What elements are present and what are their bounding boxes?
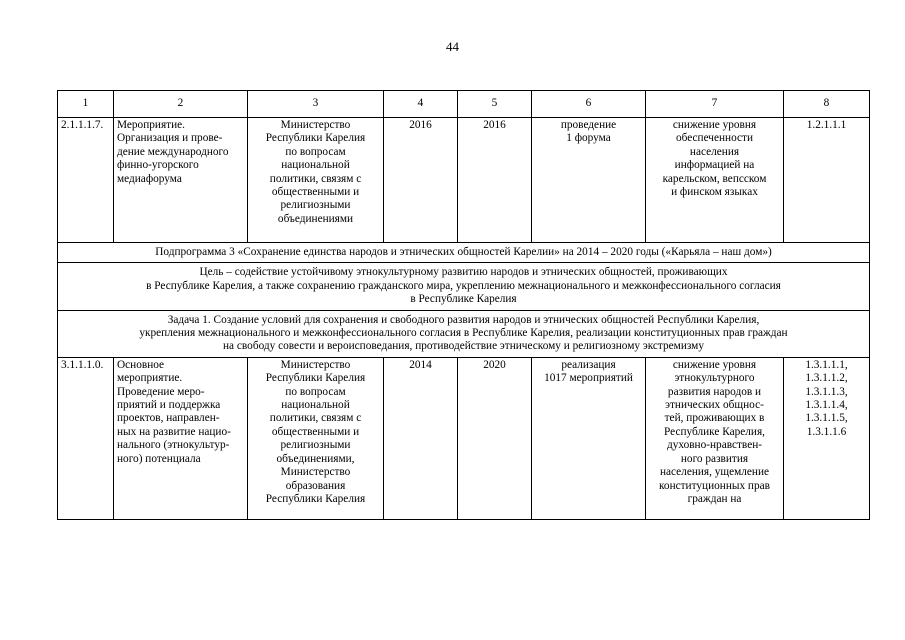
column-number: 8	[784, 91, 870, 118]
text-line: снижение уровня	[672, 358, 757, 371]
text-line: населения, ущемление	[659, 466, 770, 479]
text-line: образования	[285, 479, 346, 492]
text-line: приятий и поддержка	[117, 399, 221, 412]
subprogram-row	[58, 243, 870, 263]
column-number: 2	[114, 91, 248, 118]
text-line: объединениями,	[276, 452, 355, 465]
text-line: снижение уровня	[672, 119, 757, 131]
text-line: Основное	[117, 358, 165, 371]
start-year: 2016	[384, 118, 458, 243]
text-line: 1.3.1.1.6	[806, 425, 847, 438]
indicator-link	[784, 118, 870, 243]
text-line: 1.2.1.1.1	[806, 119, 847, 131]
column-number: 4	[384, 91, 458, 118]
text-line: населения	[689, 145, 740, 158]
text-line: Организация и прове-	[117, 132, 223, 145]
text-line: конституционных прав	[659, 479, 770, 492]
text-line: проектов, направлен-	[117, 412, 220, 425]
start-year: 2014	[384, 357, 458, 519]
text-line: по вопросам	[285, 385, 346, 398]
text-line: 1.3.1.1.5,	[805, 412, 848, 425]
text-line: развития народов и	[667, 385, 762, 398]
table-row	[58, 118, 870, 243]
text-line: в Республике Карелия, а также сохранению гражданского мира, укреплению межнационального и межконфессионального согласия	[146, 279, 781, 292]
text-line: Республике Карелия,	[664, 425, 765, 438]
text-line: реализация	[561, 358, 616, 371]
text-line: религиозными	[280, 199, 351, 212]
expected-result	[532, 118, 646, 243]
text-line: укрепления межнационального и межконфессионального согласия в Республике Карелия, реализации конституционных прав граждан	[139, 327, 788, 340]
text-line: Цель – содействие устойчивому этнокультурному развитию народов и этнических общностей, проживающих	[199, 266, 728, 279]
text-line: ных на развитие нацио-	[117, 425, 231, 438]
non-implementation-effect	[646, 118, 784, 243]
text-line: Мероприятие.	[117, 119, 185, 131]
goal-row	[58, 263, 870, 310]
text-line: этнокультурного	[674, 372, 755, 385]
column-number-row	[58, 91, 870, 118]
text-line: и финском языках	[671, 186, 758, 199]
text-line: 1.3.1.1.2,	[805, 372, 848, 385]
executor	[248, 118, 384, 243]
page-number: 44	[446, 39, 459, 54]
text-line: на свободу совести и вероисповедания, противодействие этническому и религиозному экстремизму	[223, 340, 704, 353]
text-line: этнических общнос-	[665, 399, 764, 412]
column-number: 5	[458, 91, 532, 118]
expected-result	[532, 357, 646, 519]
text-line: тей, проживающих в	[664, 412, 765, 425]
activity-name	[114, 357, 248, 519]
text-line: объединениями	[277, 212, 354, 225]
activity-code: 3.1.1.1.0.	[58, 357, 114, 519]
text-line: Республики Карелия	[265, 492, 366, 505]
indicator-link	[784, 357, 870, 519]
non-implementation-effect	[646, 357, 784, 519]
text-line: Задача 1. Создание условий для сохранения и свободного развития народов и этнических общностей Республики Карелия,	[167, 313, 760, 326]
text-line: Республики Карелия	[265, 372, 366, 385]
subprogram-title: Подпрограмма 3 «Сохранение единства народов и этнических общностей Карелии» на 2014 – 2020 годы («Карьяла – наш дом»)	[58, 243, 870, 263]
text-line: духовно-нравствен-	[666, 439, 763, 452]
text-line: обеспеченности	[675, 132, 754, 145]
end-year: 2016	[458, 118, 532, 243]
text-line: 1 форума	[566, 132, 611, 145]
task-row	[58, 310, 870, 357]
table-row	[58, 357, 870, 519]
text-line: финно-угорского	[117, 159, 199, 172]
program-table	[57, 90, 870, 520]
text-line: Республики Карелия	[265, 132, 366, 145]
text-line: 1.3.1.1.4,	[805, 399, 848, 412]
text-line: Министерство	[280, 119, 351, 131]
column-number: 3	[248, 91, 384, 118]
column-number: 6	[532, 91, 646, 118]
text-line: ного) потенциала	[117, 452, 201, 465]
text-line: Проведение меро-	[117, 385, 205, 398]
text-line: Министерство	[280, 466, 351, 479]
text-line: нального (этнокультур-	[117, 439, 230, 452]
text-line: 1.3.1.1.1,	[805, 358, 848, 371]
text-line: политики, связям с	[269, 412, 362, 425]
text-line: религиозными	[280, 439, 351, 452]
text-line: общественными и	[271, 425, 360, 438]
text-line: 1.3.1.1.3,	[805, 385, 848, 398]
text-line: мероприятие.	[117, 372, 183, 385]
text-line: 1017 мероприятий	[544, 372, 633, 385]
text-line: Министерство	[280, 358, 351, 371]
text-line: дение международного	[117, 145, 229, 158]
text-line: информацией на	[674, 159, 755, 172]
text-line: ного развития	[680, 452, 749, 465]
activity-code: 2.1.1.1.7.	[58, 118, 114, 243]
activity-name	[114, 118, 248, 243]
text-line: национальной	[281, 399, 350, 412]
task-text	[58, 310, 870, 357]
text-line: граждан на	[687, 492, 742, 505]
text-line: политики, связям с	[269, 172, 362, 185]
text-line: по вопросам	[285, 145, 346, 158]
column-number: 1	[58, 91, 114, 118]
executor	[248, 357, 384, 519]
end-year: 2020	[458, 357, 532, 519]
text-line: общественными и	[271, 186, 360, 199]
text-line: карельском, вепсском	[662, 172, 767, 185]
column-number: 7	[646, 91, 784, 118]
text-line: медиафорума	[117, 172, 182, 185]
text-line: национальной	[281, 159, 350, 172]
text-line: в Республике Карелия	[410, 293, 517, 306]
goal-text	[58, 263, 870, 310]
text-line: проведение	[560, 119, 617, 131]
